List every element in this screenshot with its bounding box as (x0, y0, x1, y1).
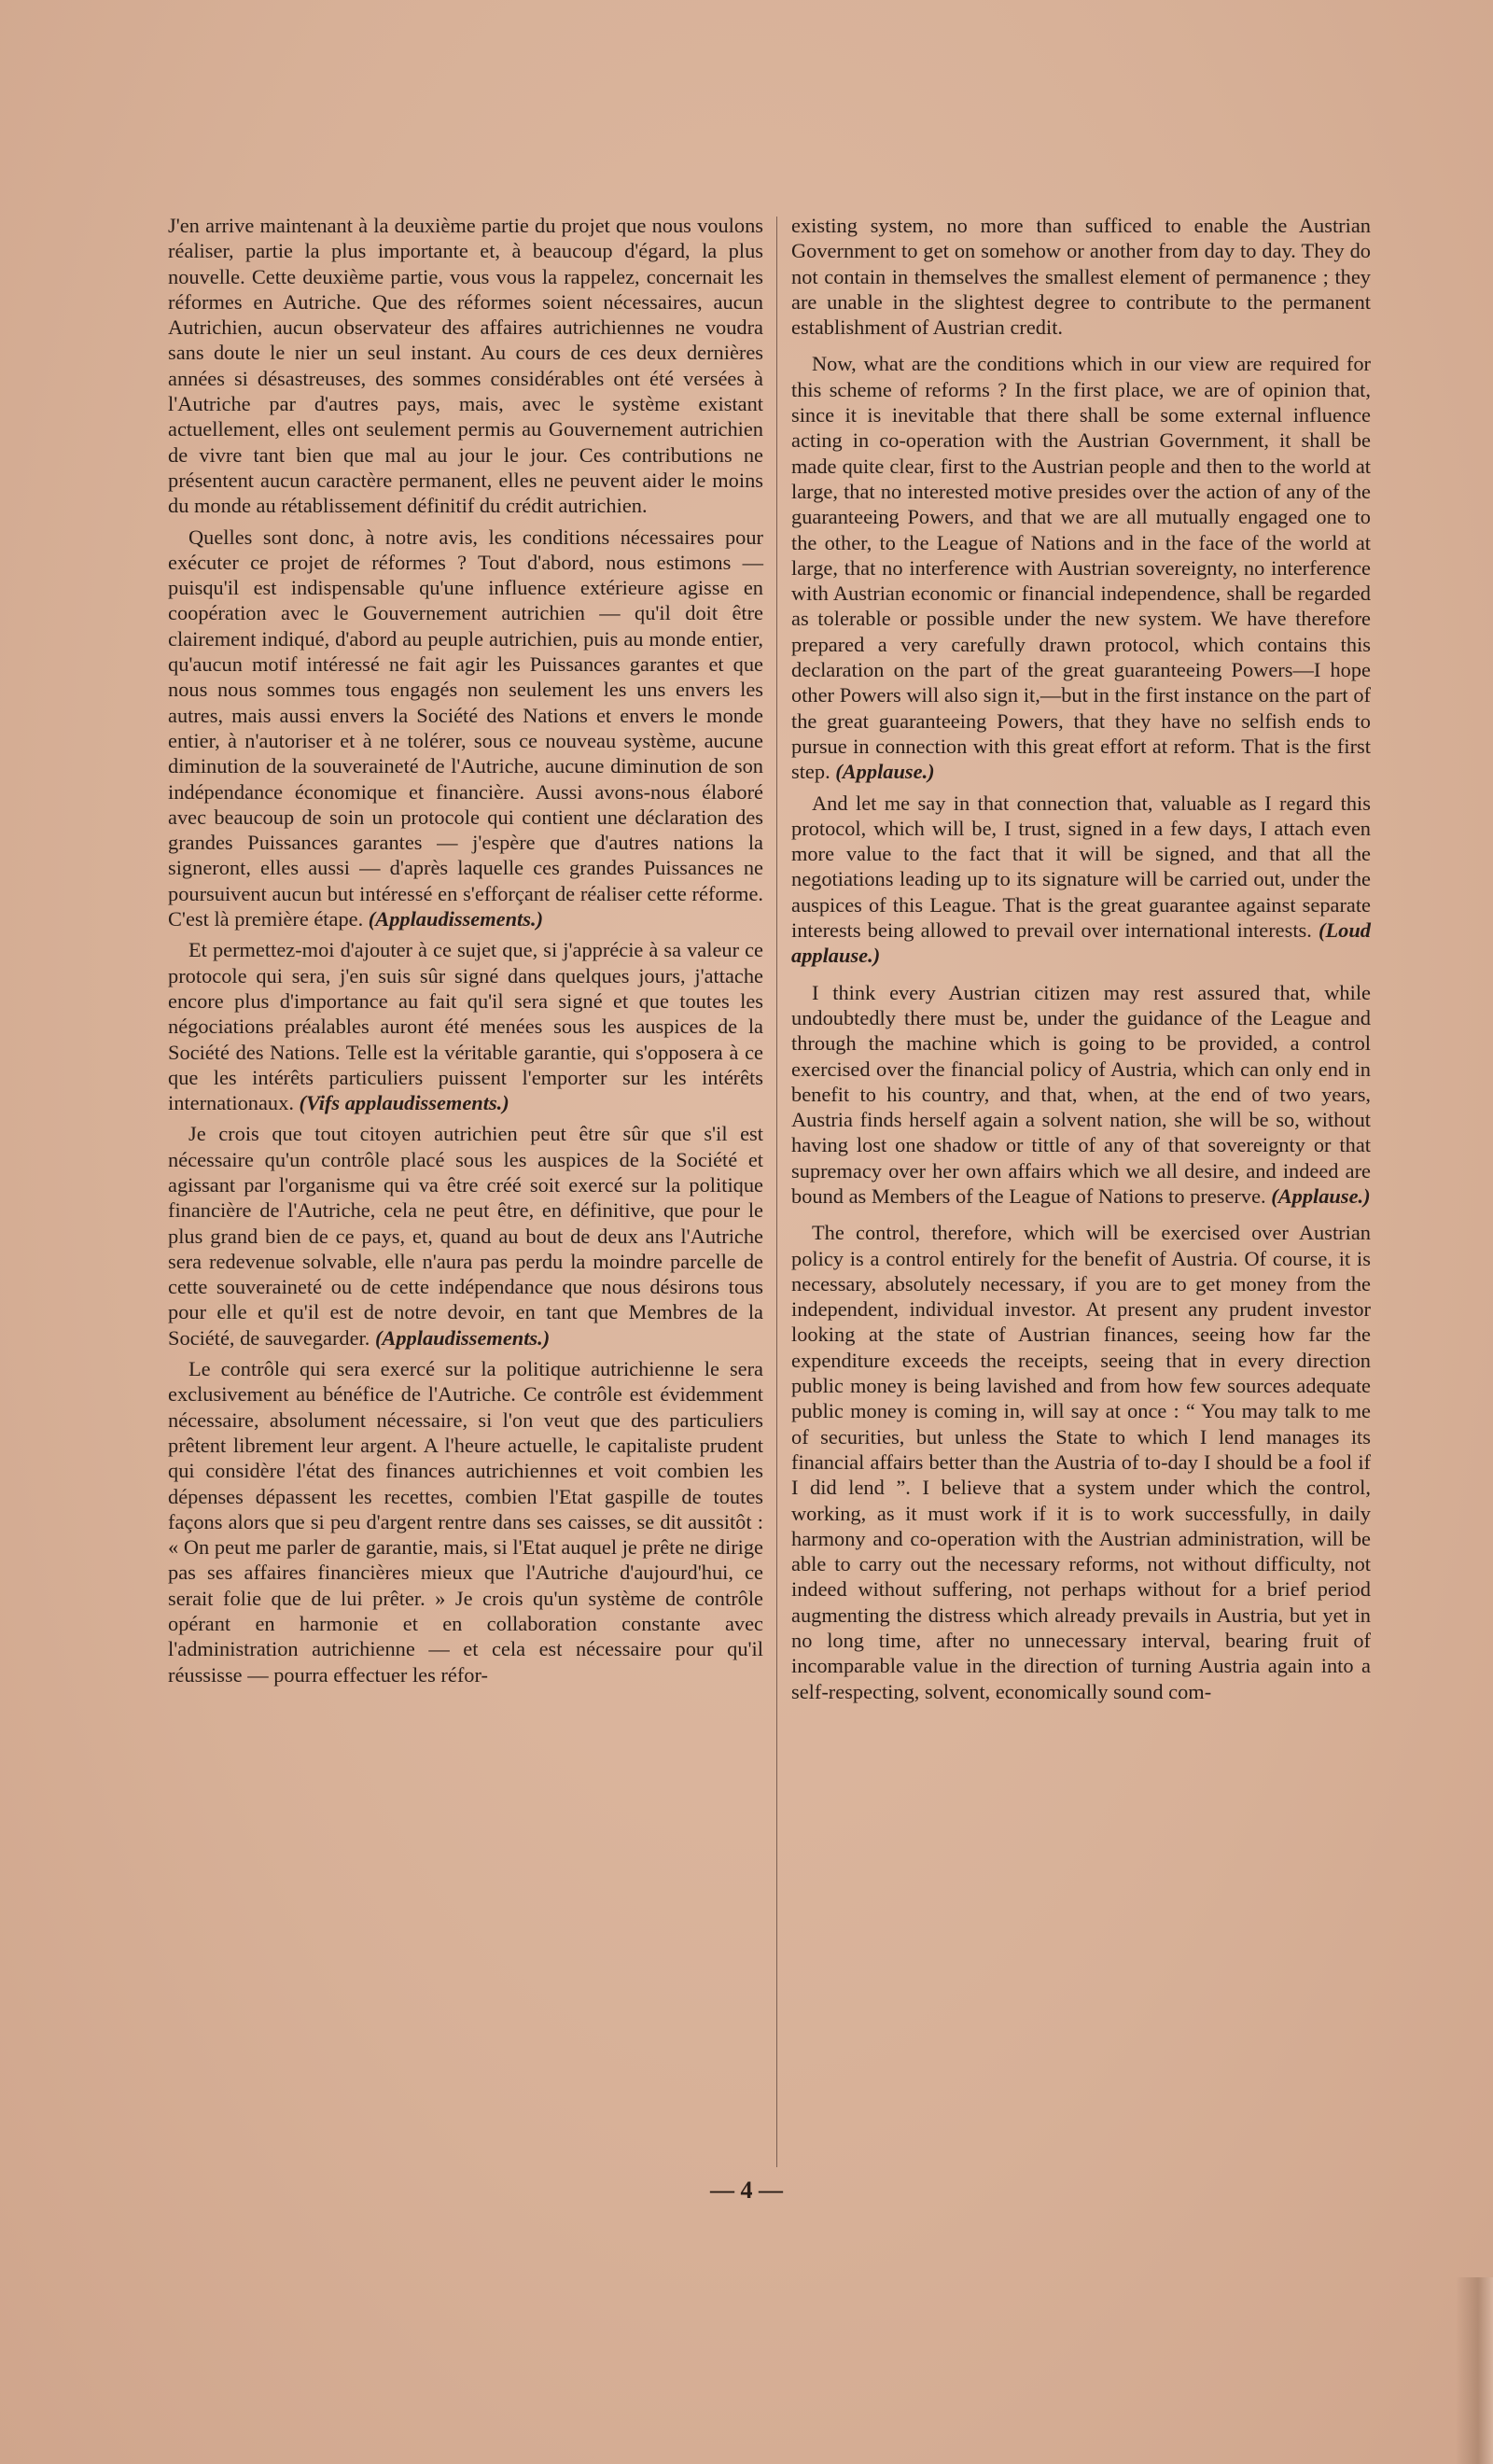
paragraph-text: The control, therefore, which will be exercised over Austrian policy is a control entirely for the benefit of Austria. Of course, it is necessary, absolutely necessary, if you are to get money from the independent, individual investor. At present any prudent investor looking at the state of Austrian finances, seeing how far the expenditure exceeds the receipts, seeing that in every direction public money is being lavished and from how few sources adequate public money is coming in, will say at once : “ You may talk to me of securities, but unless the State to which I lend manages its financial affairs better than the Austria of to-day I should be a fool if I did lend ”. I believe that a system under which the control, working, as it must work if it is to work successfully, in daily harmony and co-operation with the Austrian administration, will be able to carry out the necessary reforms, not without difficulty, not indeed without suffering, not perhaps without for a brief period augmenting the distress which already prevails in Austria, but yet in no long time, after no unnecessary interval, bearing fruit of incomparable value in the direction of turning Austria again into a self-respecting, solvent, economically sound com- (791, 1221, 1371, 1703)
english-column (791, 213, 1371, 1704)
paragraph (791, 351, 1371, 784)
paragraph-text: Et permettez-moi d'ajouter à ce sujet que, si j'apprécie à sa valeur ce protocole qui sera, j'en suis sûr signé dans quelques jours, j'attache encore plus d'importance au fait qu'il sera signé et que toutes les négociations préalables auront été menées sous les auspices de la Société des Nations. Telle est la véritable garantie, qui s'opposera à ce que les intérêts particuliers puissent l'emporter sur les intérêts internationaux. (168, 938, 763, 1115)
paragraph (168, 937, 763, 1115)
paragraph (791, 980, 1371, 1210)
paragraph-text: existing system, no more than sufficed to enable the Austrian Government to get on somehow or another from day to day. They do not contain in themselves the smallest element of permanence ; they are unable in the slightest degree to contribute to the permanent establishment of Austrian credit. (791, 214, 1371, 340)
paragraph (168, 525, 763, 932)
column-divider (776, 217, 777, 2167)
paragraph-text: Now, what are the conditions which in our view are required for this scheme of reforms ? In the first place, we are of opinion that, since it is inevitable that there shall be some external influence acting in co-operation with the Austrian Government, it shall be made quite clear, first to the Austrian people and then to the world at large, that no interested motive presides over the action of any of the guaranteeing Powers, and that we are all mutually engaged one to the other, to the League of Nations and in the face of the world at large, that no interference with Austrian sovereignty, no interference with Austrian economic or financial independence, shall be regarded as tolerable or possible under the new system. We have therefore prepared a very carefully drawn protocol, which contains this declaration on the part of the great guaranteeing Powers—I hope other Powers will also sign it,—but in the first instance on the part of the great guaranteeing Powers, that they have no selfish ends to pursue in connection with this great effort at reform. That is the first step. (791, 352, 1371, 784)
applause-note: (Loud applause.) (791, 918, 1371, 968)
applause-note: (Applaudissements.) (374, 1325, 551, 1350)
applause-note: (Vifs applaudissements.) (299, 1091, 509, 1115)
applause-note: (Applaudissements.) (368, 907, 544, 931)
paragraph (168, 213, 763, 519)
paragraph-text: Le contrôle qui sera exercé sur la politique autrichienne le sera exclusivement au bénéfice de l'Autriche. Ce contrôle est évidemment nécessaire, absolument nécessaire, si l'on veut que des particuliers prêtent librement leur argent. A l'heure actuelle, le capitaliste prudent qui considère l'état des finances autrichiennes et voit combien les dépenses dépassent les recettes, combien l'Etat gaspille de toutes façons alors que si peu d'argent rentre dans ses caisses, se dit aussitôt : « On peut me parler de garantie, mais, si l'Etat auquel je prête ne dirige pas ses affaires financières mieux que l'Autriche d'aujourd'hui, ce serait folie que de lui prêter. » Je crois qu'un système de contrôle opérant en harmonie et en collaboration constante avec l'administration autrichienne — et cela est nécessaire pour qu'il réussisse — pourra effectuer les réfor- (168, 1357, 763, 1687)
french-column (168, 213, 763, 1687)
paragraph (791, 791, 1371, 969)
paragraph (791, 1220, 1371, 1704)
applause-note: (Applause.) (1271, 1183, 1371, 1208)
paragraph-text: And let me say in that connection that, valuable as I regard this protocol, which will be, I trust, signed in a few days, I attach even more value to the fact that it will be signed, and that all the negotiations leading up to its signature will be carried out, under the auspices of this League. That is the great guarantee against separate interests being allowed to prevail over international interests. (791, 791, 1371, 943)
paragraph-text: J'en arrive maintenant à la deuxième partie du projet que nous voulons réaliser, partie la plus importante et, à beaucoup d'égard, la plus nouvelle. Cette deuxième partie, vous vous la rappelez, concernait les réformes en Autriche. Que des réformes soient nécessaires, aucun Autrichien, aucun observateur des affaires autrichiennes ne voudra sans doute le nier un seul instant. Au cours de ces deux dernières années si désastreuses, des sommes considérables ont été versées à l'Autriche par d'autres pays, mais, avec le système existant actuellement, elles ont seulement permis au Gouvernement autrichien de vivre tant bien que mal au jour le jour. Ces contributions ne présentent aucun caractère permanent, elles ne peuvent aider le moins du monde au rétablissement définitif du crédit autrichien. (168, 214, 763, 518)
applause-note: (Applause.) (835, 760, 935, 784)
paragraph (168, 1121, 763, 1351)
paragraph-text: Quelles sont donc, à notre avis, les conditions nécessaires pour exécuter ce projet de réformes ? Tout d'abord, nous estimons — puisqu'il est indispensable qu'une influence extérieure agisse en coopération avec le Gouvernement autrichien — qu'il doit être clairement indiqué, d'abord au peuple autrichien, puis au monde entier, qu'aucun motif intéressé ne fait agir les Puissances garantes et que nous nous sommes tous engagés non seulement les uns envers les autres, mais aussi envers la Société des Nations et envers le monde entier, à n'autoriser et à ne tolérer, sous ce nouveau système, aucune diminution de la souveraineté de l'Autriche, aucune diminution de son indépendance économique et financière. Aussi avons-nous élaboré avec beaucoup de soin un protocole qui contient une déclaration des grandes Puissances garantes — j'espère que d'autres nations la signeront, elles aussi — d'après laquelle ces grandes Puissances ne poursuivent aucun but intéressé en s'efforçant de réaliser cette réforme. C'est là première étape. (168, 525, 763, 931)
paragraph-text: Je crois que tout citoyen autrichien peut être sûr que s'il est nécessaire qu'un contrôle placé sous les auspices de la Société et agissant par l'organisme qui va être créé soit exercé sur la politique financière de l'Autriche, cela ne peut être, en définitive, que pour le plus grand bien de ce pays, et, quand au bout de deux ans l'Autriche sera redevenue solvable, elle n'aura pas perdu la moindre parcelle de cette souveraineté ou de cette indépendance que nous désirons tous pour elle et qu'il est de notre devoir, en tant que Membres de la Société, de sauvegarder. (168, 1122, 763, 1350)
paper-fold-mark (1456, 2277, 1493, 2464)
page-number: — 4 — (710, 2177, 783, 2204)
paragraph (168, 1356, 763, 1687)
paragraph (791, 213, 1371, 340)
paragraph-text: I think every Austrian citizen may rest assured that, while undoubtedly there must be, under the guidance of the League and through the machine which is going to be provided, a control exercised over the financial policy of Austria, which can only end in benefit to his country, and that, when, at the end of two years, Austria finds herself again a solvent nation, she will be so, without having lost one shadow or tittle of any of that sovereignty or that supremacy over her own affairs which we all desire, and indeed are bound as Members of the League of Nations to preserve. (791, 980, 1371, 1208)
